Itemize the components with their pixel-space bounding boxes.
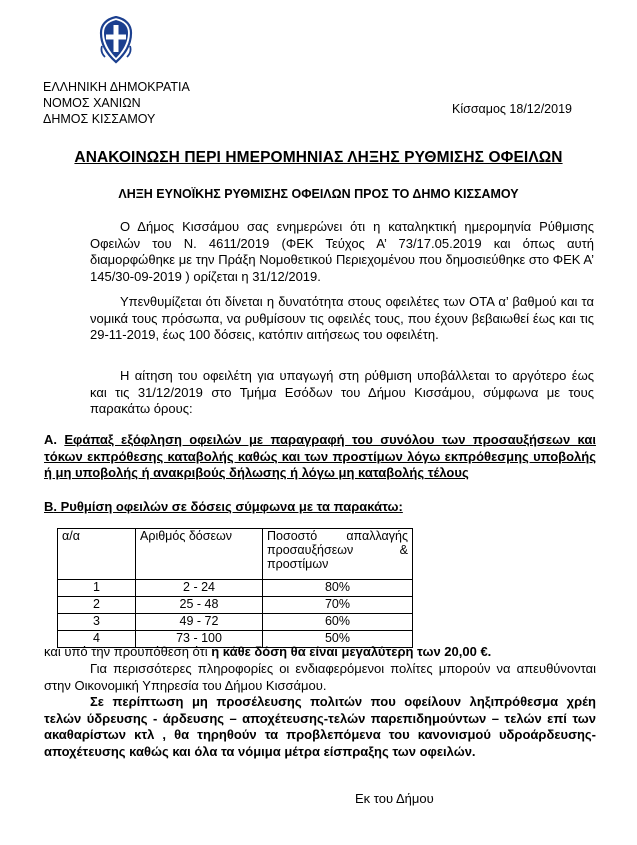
- announcement-subtitle: ΛΗΞΗ ΕΥΝΟΪΚΗΣ ΡΥΘΜΙΣΗΣ ΟΦΕΙΛΩΝ ΠΡΟΣ ΤΟ ΔΗΜΟ ΚΙΣΣΑΜΟΥ: [118, 187, 519, 201]
- table-cell: 80%: [263, 580, 413, 597]
- table-cell: 60%: [263, 614, 413, 631]
- table-header-cell: α/α: [58, 529, 136, 580]
- issuer-block: [43, 79, 190, 127]
- table-cell: 2: [58, 597, 136, 614]
- table-cell: 2 - 24: [136, 580, 263, 597]
- table-cell: 49 - 72: [136, 614, 263, 631]
- place-date: Κίσσαμος 18/12/2019: [452, 102, 572, 116]
- paragraph-application: Η αίτηση του οφειλέτη για υπαγωγή στη ρύθμιση υποβάλλεται το αργότερο έως και τις 31/12/2019 στο Τμήμα Εσόδων του Δήμου Κισσάμου, σύμφωνα με τους παρακάτω όρους:: [90, 368, 594, 416]
- issuer-prefecture: ΝΟΜΟΣ ΧΑΝΙΩΝ: [43, 96, 141, 110]
- paragraph-info: Για περισσότερες πληροφορίες οι ενδιαφερόμενοι πολίτες μπορούν να απευθύνονται στην Οικονομική Υπηρεσία του Δήμου Κισσάμου.: [44, 661, 596, 693]
- signature: Εκ του Δήμου: [355, 791, 434, 806]
- table-header-row: [58, 529, 413, 580]
- announcement-title: ΑΝΑΚΟΙΝΩΣΗ ΠΕΡΙ ΗΜΕΡΟΜΗΝΙΑΣ ΛΗΞΗΣ ΡΥΘΜΙΣΗΣ ΟΦΕΙΛΩΝ: [74, 149, 563, 166]
- table-row: [58, 580, 413, 597]
- condition-b-text: . Ρυθμίση οφειλών σε δόσεις σύμφωνα με τα παρακάτω:: [53, 499, 403, 514]
- table-cell: 50%: [263, 631, 413, 648]
- note-bold-text: η κάθε δόση θα είναι μεγαλύτερη των 20,00 €.: [211, 644, 492, 659]
- table-row: [58, 614, 413, 631]
- table-cell: 70%: [263, 597, 413, 614]
- table-header-cell: Ποσοστό απαλλαγής προσαυξήσεων & προστίμων: [263, 529, 413, 580]
- table-cell: 3: [58, 614, 136, 631]
- note-normal-text: και υπό την προϋπόθεση ότι: [44, 644, 212, 659]
- paragraph-reminder: Υπενθυμίζεται ότι δίνεται η δυνατότητα στους οφειλέτες των ΟΤΑ α’ βαθμού και τα νομικά τους πρόσωπα, να ρυθμίσουν τις οφειλές τους, που έχουν βεβαιωθεί έως και τις 29-11-2019, έως 100 δόσεις, κατόπιν αιτήσεως του οφειλέτη.: [90, 294, 594, 342]
- condition-a-prefix: Α.: [44, 432, 65, 447]
- table-cell: 4: [58, 631, 136, 648]
- condition-b: [44, 499, 403, 516]
- table-cell: 25 - 48: [136, 597, 263, 614]
- condition-a: [44, 432, 596, 482]
- condition-b-prefix: Β: [44, 499, 54, 514]
- table-header-cell: Αριθμός δόσεων: [136, 529, 263, 580]
- condition-a-text: Εφάπαξ εξόφληση οφειλών με παραγραφή του συνόλου των προσαυξήσεων και τόκων εκπρόθεσης καταβολής καθώς και των προστίμων λόγω εκπρόθεσμης υποβολής ή μη υποβολής ή ανακριβούς δήλωσης ή λόγω μη καταβολής τέλους: [44, 432, 596, 480]
- paragraph-warning: Σε περίπτωση μη προσέλευσης πολιτών που οφείλουν ληξιπρόθεσμα χρέη τελών ύδρευσης - άρδευσης – αποχέτευσης-τελών παρεπιδημούντων – τελών επί των ακαθαρίστων κτλ , θα τηρηθούν τα προβλεπόμενα του κανονισμού υδροάρδευσης-αποχέτευσης καθώς και όλα τα νόμιμα μέτρα είσπραξης των οφειλών.: [44, 694, 596, 759]
- installments-table: [57, 528, 413, 648]
- table-cell: 1: [58, 580, 136, 597]
- table-cell: 73 - 100: [136, 631, 263, 648]
- paragraph-deadline: Ο Δήμος Κισσάμου σας ενημερώνει ότι η καταληκτική ημερομηνία Ρύθμισης Οφειλών του Ν. 4611/2019 (ΦΕΚ Τεύχος Α’ 73/17.05.2019 και όπως αυτή διαμορφώθηκε με την Πράξη Νομοθετικού Περιεχομένου που δημοσιεύθηκε στο ΦΕΚ Α’ 145/30-09-2019 ) ορίζεται η 31/12/2019.: [90, 219, 594, 284]
- issuer-republic: ΕΛΛΗΝΙΚΗ ΔΗΜΟΚΡΑΤΙΑ: [43, 80, 190, 94]
- installment-minimum-note: [44, 644, 491, 661]
- greek-state-emblem-icon: [98, 16, 134, 64]
- issuer-municipality: ΔΗΜΟΣ ΚΙΣΣΑΜΟΥ: [43, 112, 156, 126]
- table-row: [58, 597, 413, 614]
